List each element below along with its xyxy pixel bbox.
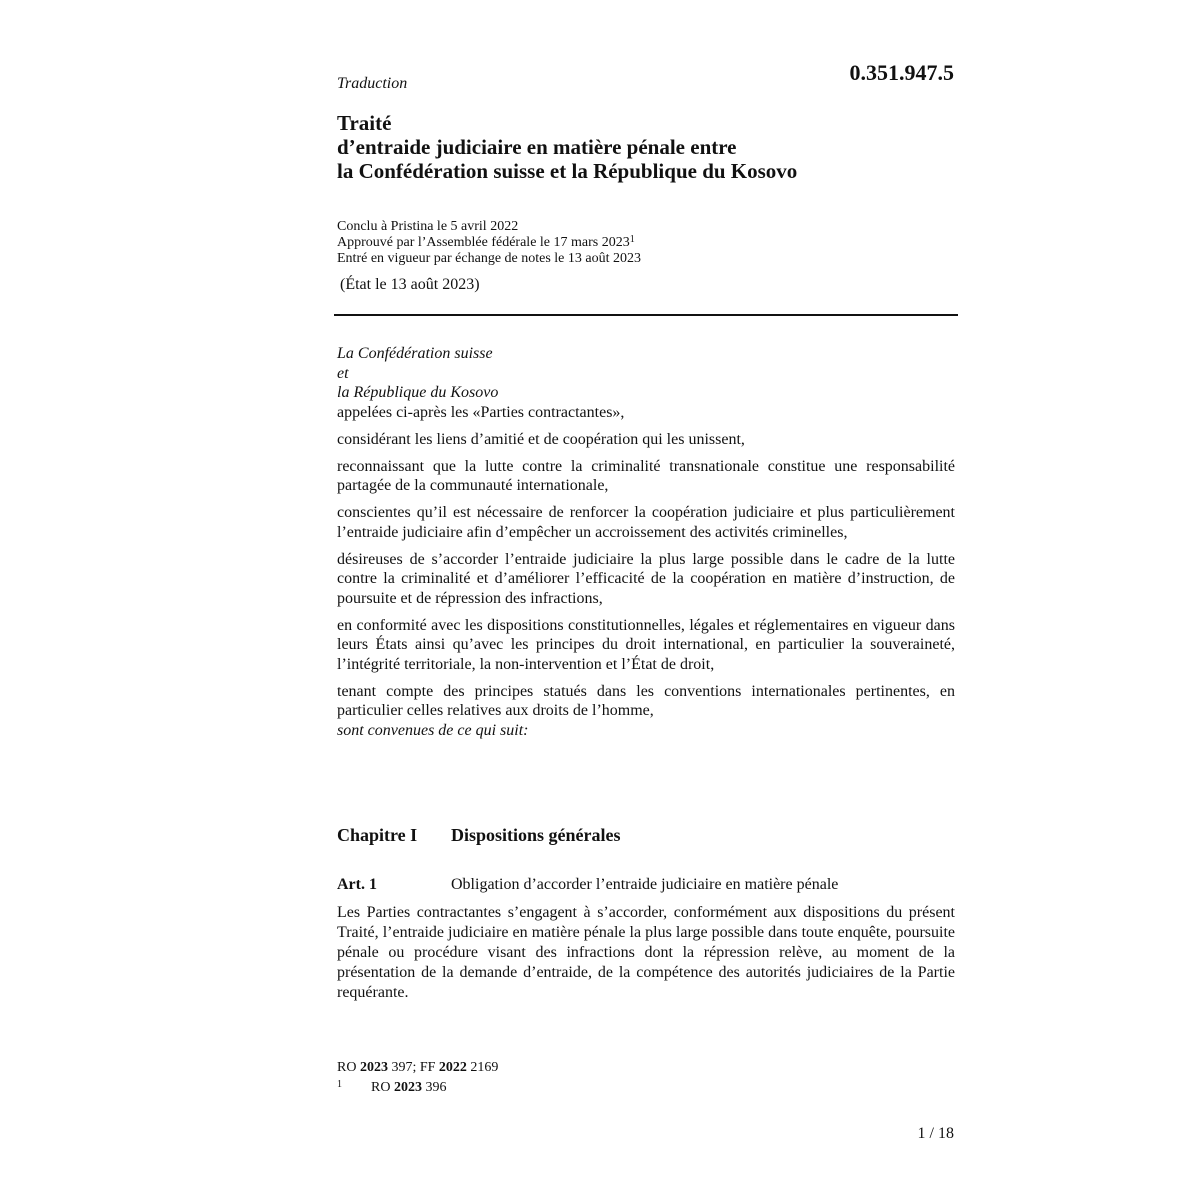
preamble-paragraph-5: en conformité avec les dispositions constitutionnelles, légales et réglementaires en vigueur dans leurs États ainsi qu’avec les principes du droit international, en particulier la souveraineté, l’intégrité territoriale, la non-intervention et l’État de droit, bbox=[337, 616, 955, 673]
document-title bbox=[337, 111, 957, 183]
page-number: 1 / 18 bbox=[917, 1125, 954, 1142]
preamble-paragraph-6: tenant compte des principes statués dans les conventions internationales pertinentes, en particulier celles relatives aux droits de l’homme, bbox=[337, 682, 955, 719]
approved-date bbox=[337, 235, 957, 251]
in-force-date: Entré en vigueur par échange de notes le 13 août 2023 bbox=[337, 251, 642, 266]
title-line-3: la Confédération suisse et la République du Kosovo bbox=[337, 159, 798, 183]
ro-label: RO bbox=[337, 1060, 357, 1075]
state-date: (État le 13 août 2023) bbox=[340, 276, 480, 293]
translation-label: Traduction bbox=[337, 75, 408, 92]
chapter-number: Chapitre I bbox=[337, 825, 418, 845]
header-divider bbox=[334, 314, 958, 316]
preamble-called: appelées ci-après les «Parties contractantes», bbox=[337, 403, 625, 421]
footnote-1: 1 RO 2023 396 bbox=[337, 1079, 447, 1095]
preamble bbox=[337, 344, 955, 740]
document-metadata bbox=[337, 219, 957, 267]
footnote-ref-1[interactable]: 1 bbox=[629, 234, 635, 245]
ro-year: 2023 bbox=[359, 1060, 388, 1075]
preamble-paragraph-2: reconnaissant que la lutte contre la criminalité transnationale constitue une responsabilité partagée de la communauté internationale, bbox=[337, 457, 955, 494]
footnote-1-page: 396 bbox=[425, 1080, 447, 1095]
preamble-paragraph-4: désireuses de s’accorder l’entraide judiciaire la plus large possible dans le cadre de la lutte contre la criminalité et d’améliorer l’efficacité de la coopération en matière d’instruction, de poursuite et de répression des infractions, bbox=[337, 550, 955, 607]
ro-page: 397; FF bbox=[391, 1060, 436, 1075]
ff-page: 2169 bbox=[470, 1060, 499, 1075]
concluded-date: Conclu à Pristina le 5 avril 2022 bbox=[337, 219, 519, 234]
preamble-paragraph-3: conscientes qu’il est nécessaire de renforcer la coopération judiciaire et plus particulièrement l’entraide judiciaire afin d’empêcher un accroissement des activités criminelles, bbox=[337, 504, 955, 541]
approved-text: Approuvé par l’Assemblée fédérale le 17 mars 2023 bbox=[337, 235, 630, 250]
article-heading bbox=[337, 875, 955, 895]
title-line-1: Traité bbox=[337, 111, 392, 135]
article-text: Les Parties contractantes s’engagent à s’accorder, conformément aux dispositions du présent Traité, l’entraide judiciaire en matière pénale la plus large possible dans toute enquête, poursuite pénale ou procédure visant des infractions dont la répression relève, au moment de la présentation de la demande d’entraide, de la compétence des autorités judiciaires de la Partie requérante. bbox=[337, 904, 955, 1001]
title-line-2: d’entraide judiciaire en matière pénale entre bbox=[337, 135, 737, 159]
conjunction: et bbox=[337, 364, 349, 382]
party-2: la République du Kosovo bbox=[337, 384, 499, 401]
chapter-heading bbox=[337, 824, 621, 846]
footnotes bbox=[337, 1058, 498, 1098]
preamble-agreed: sont convenues de ce qui suit: bbox=[337, 721, 529, 739]
party-1: La Confédération suisse bbox=[337, 345, 493, 362]
source-reference bbox=[337, 1058, 498, 1078]
footnote-1-ro: RO bbox=[371, 1080, 391, 1095]
document-number: 0.351.947.5 bbox=[849, 60, 954, 85]
preamble-paragraph-1: considérant les liens d’amitié et de coopération qui les unissent, bbox=[337, 430, 745, 448]
article-number: Art. 1 bbox=[337, 876, 377, 893]
chapter-title: Dispositions générales bbox=[451, 825, 621, 845]
ff-year: 2022 bbox=[438, 1060, 467, 1075]
article-title: Obligation d’accorder l’entraide judiciaire en matière pénale bbox=[451, 876, 839, 893]
footnote-1-year: 2023 bbox=[393, 1080, 422, 1095]
